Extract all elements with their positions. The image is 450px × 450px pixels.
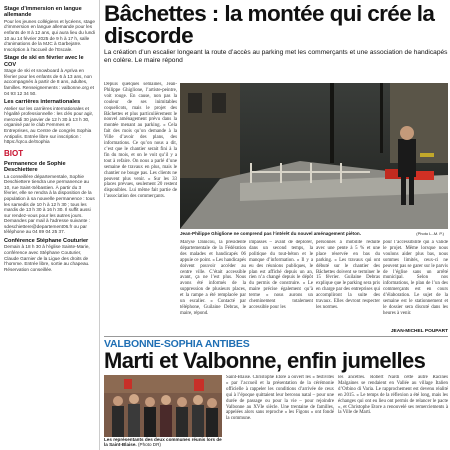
article2-photo [104, 375, 222, 437]
brief [4, 99, 95, 145]
brief-body: Atelier sur les carrières internationales et l’égalité professionnelle : les clés pour agir, mercredi 30 janvier de 12 h 30 à 13 h 30, organisé par le club Femmes et Entreprises, au Centre de congrès Sophia Antipolis. Entrée libre sur inscription : https://qrco.de/Sophia [4, 105, 94, 145]
caption-credit: (Photo DR) [137, 442, 161, 448]
article2-column-2: les ancêtres. Robert Nardi cette autre Racines Malgaines se rendaient en Vallée au village Italien d’Orbino di Varia. Le rapprochement est devenu réalité en 2015. « Le temps de la réflexion a été long, mais les échanges qui ont eu lieu ont permis de relancer le pacte », et Christophe Etore a renouvelé ses remerciements à la Ville de Marti. [338, 375, 448, 416]
brief-heading: Stage d’immersion en langue allemande [4, 6, 82, 19]
author-signoff: JEAN-MICHEL POUPART [390, 329, 448, 334]
section-label: VALBONNE-SOPHIA ANTIBES [104, 338, 250, 350]
brief-heading: Les carrières internationales [4, 99, 81, 106]
brief-body: Stage de ski et snowboard à Apriva en février pour les enfants de 6 à 13 ans, non accompagnés à partir de 8 ans, adultes, familles. Renseignements : valbonne.org et 04 93 12 34 50. [4, 68, 94, 96]
briefs-sidebar [0, 0, 100, 450]
article-column-1: Depuis quelques semaines, Jean-Philippe Ghiglione, l’artiste-peintre, voit rouge. En cause, non pas la couleur de ses inimitables coquelicots, mais le projet des Bâchettes et plus particulièrement le nouvel aménagement prévu dans la montée menant au parking. « Cela fait des mois qu’on demande à la Ville d’avoir des plans, des informations. Ce qu’on nous a dit, c’est que le chantier serait fini à la fin du mois, et on le voit qu’il y a tout à refaire. On nous a parlé d’une semaine de travaux en plus, mais le chantier ne bouge pas. Les clients ne peuvent plus venir. » Sur les 33 places prévues, seulement 20 restent disponibles. Lui même fait partie de l’association des commerçants. [104, 82, 177, 200]
section-label-biot: BIOT [4, 148, 24, 158]
photo-caption-start: Jean-Phili [180, 231, 202, 236]
article2-column-1: Saint-Blaise. Christophe Etore a ouvert les « festivités » par l’accueil et la présentation de la cérémonie officielle à rappeler les conditions d’arrivée de ceux qui à l’époque quittaient leur berceau natal – pour une durée de passage ou pour la vie – pour rejoindre Valbonne au XVIe siècle. Une trentaine de familles, appelées alors sans reproche « les Figons » ont fondé la commune. [226, 375, 334, 422]
article-headline: Bâchettes : la montée qui crée la discorde [104, 1, 435, 48]
brief [4, 161, 95, 235]
street-photo-illustration [180, 83, 448, 229]
brief-heading: Permanence de Sophie Deschiettere [4, 160, 66, 174]
article2-photo-caption [104, 437, 222, 448]
brief-body: Pour les jeunes collégiens et lycéens, stage d’immersion en langue allemande pour les enfants de 8 à 12 ans, qui aura lieu du lundi 10 au 14 février 2025 de 9 h à 17 h, salle d’animations de la MJC à Garbejaïre. Inscription à l’accueil de l’Escale. [4, 18, 95, 52]
brief-body: Demain à 18 h 30 à l’église Sainte-Marie, conférence avec Stéphane Couturier, Claude Garnier de la Ligue des droits de l’homme. Entrée libre, sortie au chapeau. Réservation conseillée. [4, 244, 90, 272]
article-column-3: impasses – avant de déplorer, dans un second temps, la politique du tout-béton et le manque d’information. « Il y a eu des réunions publiques, le plan est affiché depuis un an, rien n’a changé depuis le dépôt du permis de construire. » Le maire précise également qu’à terme « nous aurons un cheminement totalement accessible pour les [249, 240, 313, 310]
caption-text: Les représentants des deux communes réunis lors de la Saint-Blaise. [104, 437, 222, 448]
article-photo [180, 83, 448, 229]
brief [4, 6, 95, 52]
brief-body: La conseillère départementale, Sophie Deschiettere tiendra une permanence au 10, rue Saint-Sébastien. À partir du 3 février, elle se rendra à la disposition de la population à sa nouvelle permanence : tous les samedis de 10 h à 12 h 30 ; tous les mardis de 13 h 30 à 16 h 30. Il suffit aussi sur rendez-vous pour les autres jours. Demandes par mail à l’adresse suivante : sdeschiettere@departement06.fr ou par téléphone au 04 89 04 25 37. [4, 173, 95, 235]
brief [4, 238, 95, 272]
section-divider [104, 336, 448, 337]
article-column-1b [104, 235, 177, 334]
brief-heading: Conférence Stéphane Couturier [4, 238, 89, 245]
article-column-4: personnes à mobilité réduite avec une pente à 5 % et une place réservée en bas du parking. » Les travaux qui ont débuté sur le chantier des Bâchettes doivent se terminer le 15 février. Guilaine Debras explique que le parking sera pris en charge par des entreprises qui accompliront la suite des travaux. Elles devront respecter les normes. [316, 240, 380, 310]
article2-headline: Marti et Valbonne, enfin jumelles [104, 348, 426, 373]
photo-caption [180, 229, 448, 238]
brief-heading: Stage de ski en février avec le COV [4, 55, 84, 68]
article-lede: La création d’un escalier longeant la route d’accès au parking met les commerçants et une association de handicapés en colère. Le maire répond [104, 49, 448, 64]
main-column [104, 0, 448, 450]
brief [4, 55, 95, 96]
article-column-5: pour l’accessibilité qui a validé le projet. Même lorsque nous voulons aider plus bas, nous sommes limités, ceux-ci ne peuvent pas se garer sur le parvis de l’église sans un arrêté municipal. Selon nos informations, le plan de l’un des commerçants est en cours d’élaboration. Le sujet de la semaine est le stationnement et le dossier sera discuté dans les heures à venir. [383, 240, 448, 316]
photo-credit: (Photo L.-M. P.) [416, 231, 444, 236]
photo-caption-rest: ppe Ghiglione ne comprend pas l’intérêt du nouvel aménagement piéton. [201, 231, 361, 236]
article-column-2: Maryse Danicou, la présidente départementale de la Fédération des malades et handicapés 06 appuie ce point. « Les handicapés doivent pouvoir accéder au centre ville. C’était accessible avant, ça ne l’est plus. Nous avons été informés de la suppression de plusieurs places, et la rampe a été remplacée par un escalier. » Contacté par téléphone, Guilaine Debras, le maire, répond. [180, 240, 246, 316]
group-photo-illustration [104, 375, 222, 437]
